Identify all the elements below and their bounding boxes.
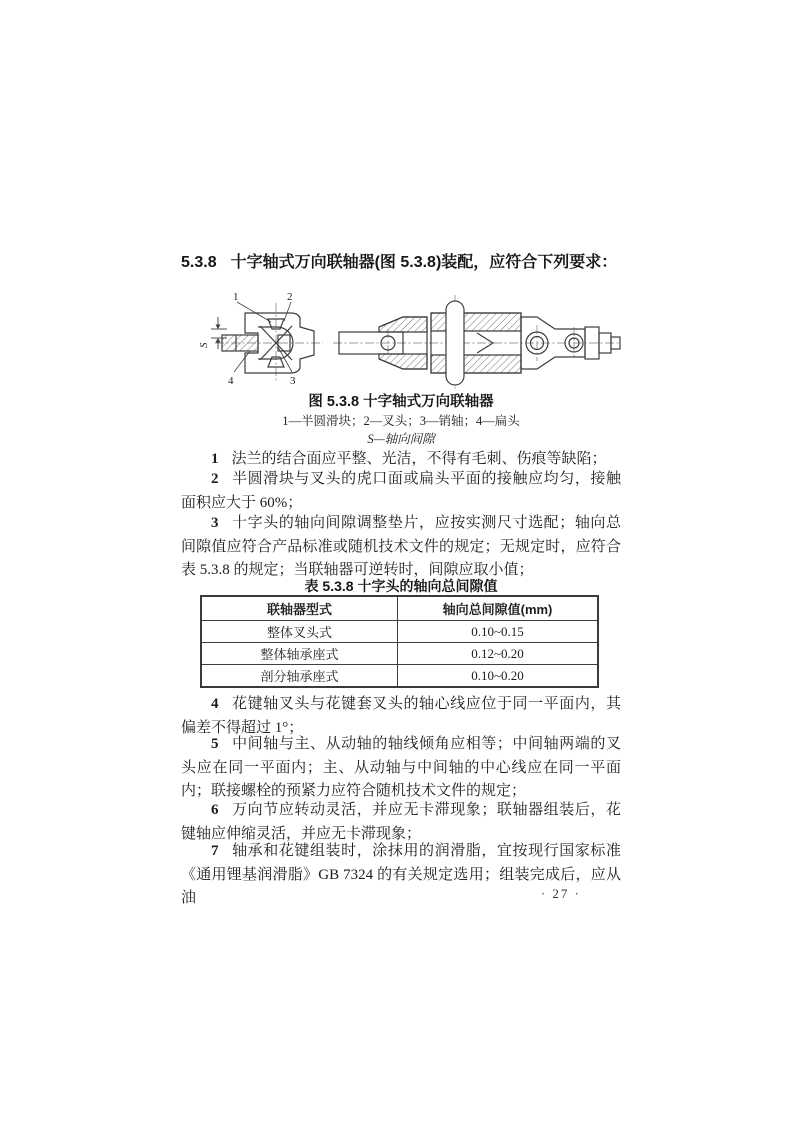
diagram-centerlines (215, 295, 621, 389)
item-number: 3 (211, 515, 219, 531)
table-header-clearance-value: 轴向总间隙值(mm) (398, 596, 599, 621)
item-number: 5 (211, 736, 219, 752)
diagram-left-view (211, 302, 314, 373)
table-row (201, 621, 598, 643)
item-text: 中间轴与主、从动轴的轴线倾角应相等；中间轴两端的叉头应在同一平面内；主、从动轴与中间轴的中心线应在同一平面内；联接螺栓的预紧力应符合随机技术文件的规定； (181, 736, 621, 799)
item-number: 6 (211, 802, 219, 818)
item-text: 轴承和花键组装时，涂抹用的润滑脂，宜按现行国家标准《通用锂基润滑脂》GB 7324 的有关规定选用；组装完成后，应从油 (181, 843, 621, 906)
item-text: 万向节应转动灵活，并应无卡滞现象；联轴器组装后，花键轴应伸缩灵活，并应无卡滞现象； (181, 802, 621, 842)
table-cell: 0.12~0.20 (398, 643, 599, 665)
clause-item-3 (181, 512, 621, 583)
clause-item-5 (181, 733, 621, 804)
item-text: 十字头的轴向间隙调整垫片，应按实测尺寸选配；轴向总间隙值应符合产品标准或随机技术文件的规定；无规定时，应符合表 5.3.8 的规定；当联轴器可逆转时，间隙应取小值； (181, 515, 621, 578)
table-cell: 0.10~0.15 (398, 621, 599, 643)
table-cell: 0.10~0.20 (398, 665, 599, 688)
figure-legend-clearance: S—轴向间隙 (367, 432, 435, 446)
clause-heading (181, 252, 623, 274)
clearance-table (200, 595, 599, 688)
table-row (201, 643, 598, 665)
figure-label-2: 2 (287, 291, 293, 303)
item-number: 1 (211, 451, 219, 467)
table-row (201, 665, 598, 688)
item-text: 花键轴叉头与花键套叉头的轴心线应位于同一平面内，其偏差不得超过 1°； (181, 696, 621, 736)
figure-label-s: S (198, 342, 210, 348)
clause-item-6 (181, 799, 621, 846)
table-cell: 整体叉头式 (201, 621, 398, 643)
universal-joint-diagram (181, 289, 621, 389)
table-cell: 剖分轴承座式 (201, 665, 398, 688)
table-cell: 整体轴承座式 (201, 643, 398, 665)
figure-label-4: 4 (228, 375, 234, 387)
figure-label-3: 3 (290, 375, 296, 387)
clause-heading-text: 十字轴式万向联轴器(图 5.3.8)装配，应符合下列要求： (230, 254, 618, 271)
item-number: 4 (211, 696, 219, 712)
figure-legend: 1—半圆滑块；2—叉头；3—销轴；4—扁头 (282, 414, 520, 428)
item-text: 法兰的结合面应平整、光洁，不得有毛刺、伤痕等缺陷； (231, 451, 607, 467)
clause-item-2 (181, 468, 621, 515)
page-number: · 27 · (540, 886, 581, 901)
table-header-coupling-type: 联轴器型式 (201, 596, 398, 621)
table-header-row (201, 596, 598, 621)
figure-label-1: 1 (233, 291, 239, 303)
item-number: 7 (211, 843, 219, 859)
item-number: 2 (211, 471, 219, 487)
item-text: 半圆滑块与叉头的虎口面或扁头平面的接触应均匀，接触面积应大于 60%； (181, 471, 621, 511)
figure-caption: 图 5.3.8 十字轴式万向联轴器 (308, 394, 494, 410)
clause-number: 5.3.8 (181, 254, 217, 271)
table-title: 表 5.3.8 十字头的轴向总间隙值 (304, 578, 498, 594)
